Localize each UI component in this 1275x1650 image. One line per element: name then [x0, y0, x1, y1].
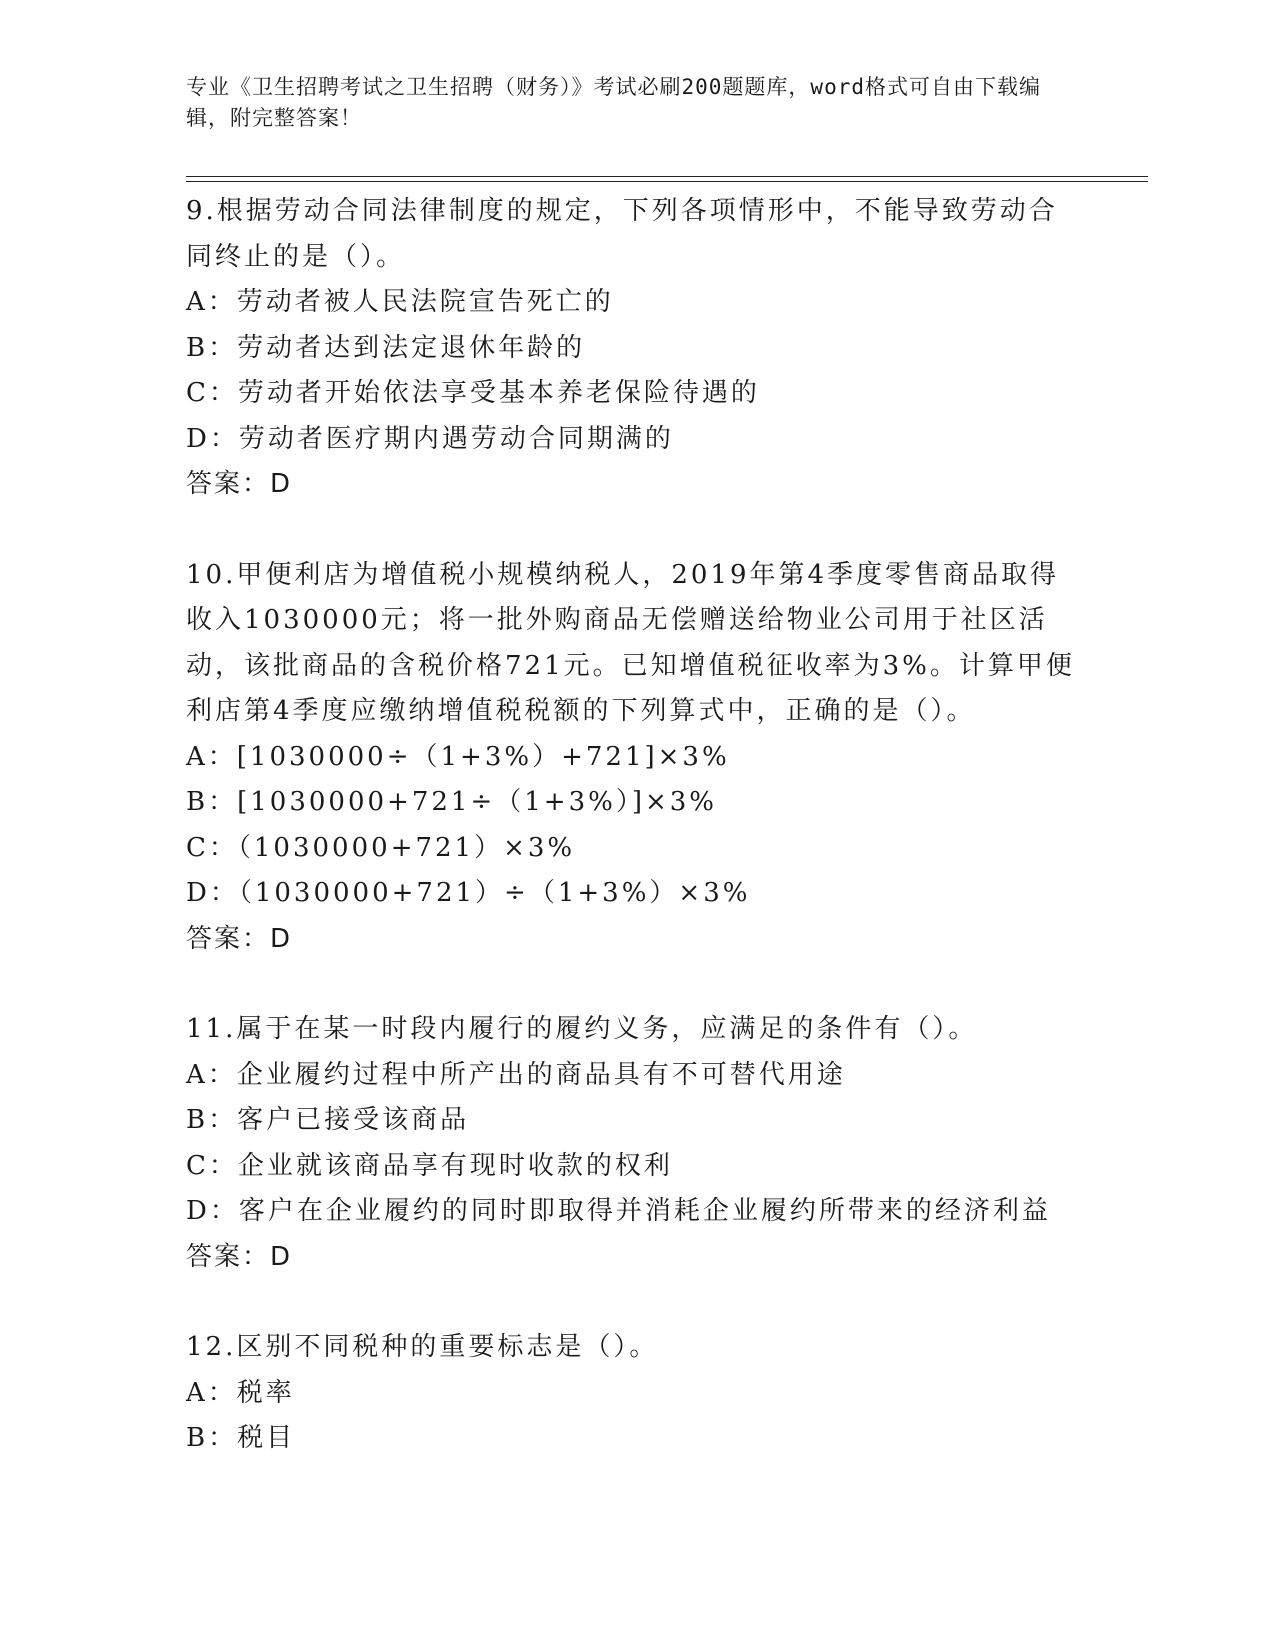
- document-header: 专业《卫生招聘考试之卫生招聘（财务）》考试必刷200题题库，word格式可自由下载编辑，附完整答案！: [186, 75, 1041, 130]
- option-d: D：（1030000+721）÷（1+3%）×3%: [186, 878, 751, 908]
- question-gap: [186, 1280, 1086, 1325]
- answer-line: 答案：D: [186, 1241, 293, 1272]
- option-b: B：劳动者达到法定退休年龄的: [186, 332, 586, 363]
- option-a: A：劳动者被人民法院宣告死亡的: [186, 287, 614, 317]
- question-stem: 10.甲便利店为增值税小规模纳税人，2019年第4季度零售商品取得收入1030000元；将一批外购商品无偿赠送给物业公司用于社区活动，该批商品的含税价格721元。已知增值税征收率为3%。计算甲便利店第4季度应缴纳增值税税额的下列算式中，正确的是（）。: [186, 559, 1075, 726]
- option-c: C：劳动者开始依法享受基本养老保险待遇的: [186, 378, 760, 408]
- option-a: A：税率: [186, 1377, 295, 1408]
- answer-line: 答案：D: [186, 923, 293, 954]
- question-stem: 12.区别不同税种的重要标志是（）。: [186, 1332, 659, 1362]
- option-b: B：税目: [186, 1423, 296, 1453]
- option-a: A：[1030000÷（1+3%）+721]×3%: [186, 741, 730, 772]
- option-c: C：企业就该商品享有现时收款的权利: [186, 1150, 673, 1181]
- question-stem: 11.属于在某一时段内履行的履约义务，应满足的条件有（）。: [186, 1014, 978, 1044]
- question-stem: 9.根据劳动合同法律制度的规定，下列各项情形中，不能导致劳动合同终止的是（）。: [186, 196, 1058, 272]
- header-divider-top: [186, 176, 1148, 177]
- question-item: [186, 1325, 1086, 1462]
- header-divider-bottom: [186, 181, 1148, 182]
- option-c: C：（1030000+721）×3%: [186, 832, 576, 863]
- option-b: B：[1030000+721÷（1+3%）]×3%: [186, 787, 717, 817]
- answer-line: 答案：D: [186, 469, 293, 499]
- question-item: [186, 189, 1086, 508]
- option-b: B：客户已接受该商品: [186, 1105, 470, 1135]
- question-gap: [186, 508, 1086, 553]
- option-d: D：劳动者医疗期内遇劳动合同期满的: [186, 423, 674, 454]
- question-list: [186, 189, 1086, 1462]
- option-a: A：企业履约过程中所产出的商品具有不可替代用途: [186, 1059, 846, 1090]
- question-item: [186, 553, 1086, 963]
- question-gap: [186, 962, 1086, 1007]
- question-item: [186, 1007, 1086, 1280]
- option-d: D：客户在企业履约的同时即取得并消耗企业履约所带来的经济利益: [186, 1196, 1051, 1226]
